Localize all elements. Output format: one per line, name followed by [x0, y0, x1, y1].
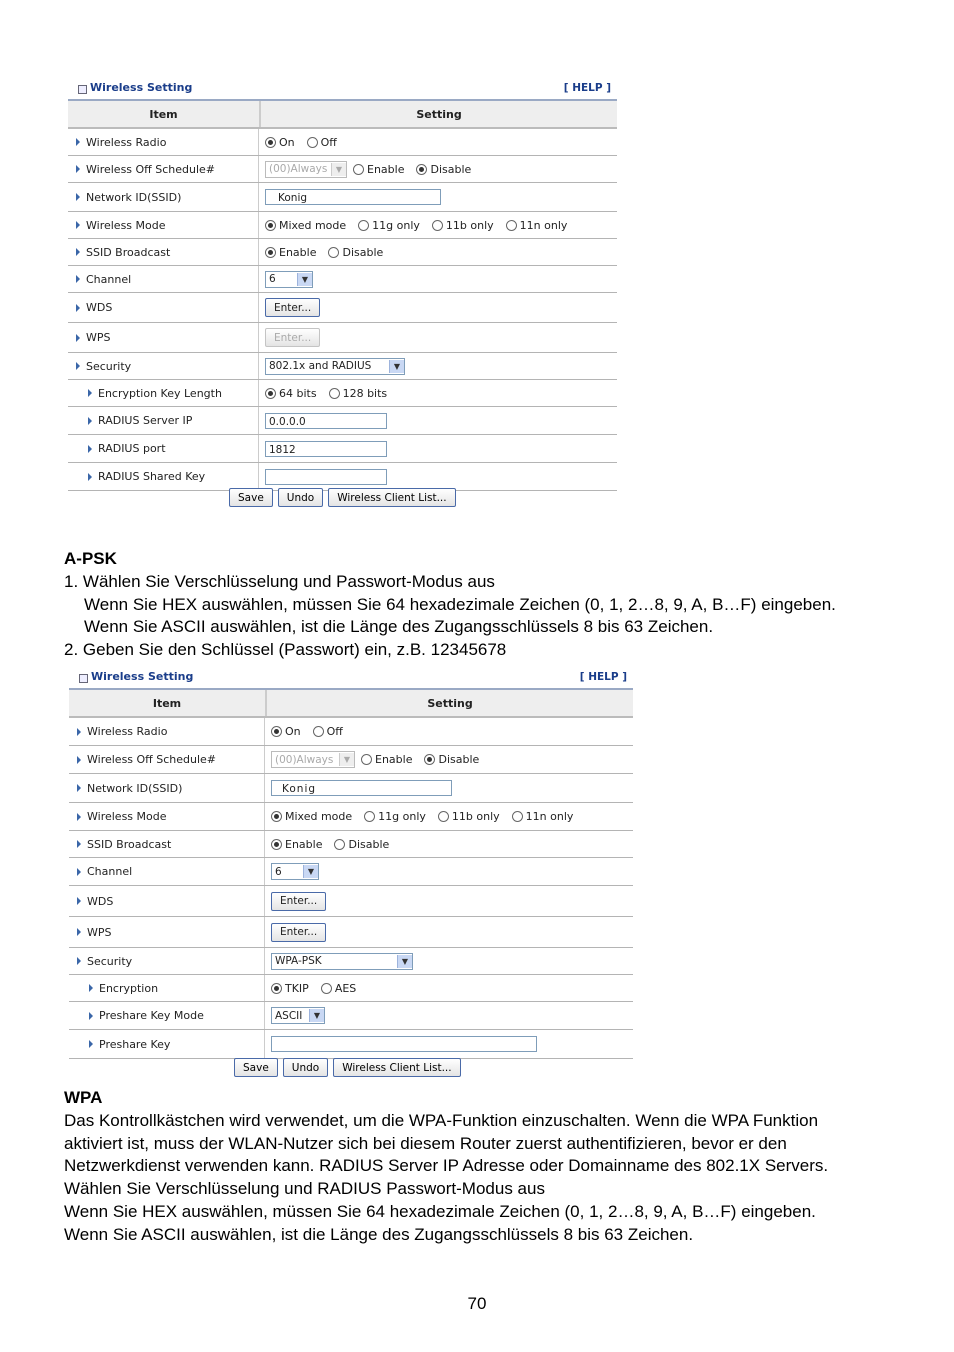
radio-unchecked-icon	[353, 164, 364, 175]
row-label: WPS	[87, 925, 112, 939]
wps-enter-button[interactable]: Enter...	[271, 923, 326, 942]
radius-ip-input[interactable]: 0.0.0.0	[265, 413, 387, 429]
radio-label: Mixed mode	[285, 810, 353, 823]
radio-label: Mixed mode	[279, 218, 347, 232]
arrow-icon	[76, 221, 80, 229]
help-link[interactable]: [ HELP ]	[579, 671, 627, 683]
col-item-header: Item	[68, 101, 261, 127]
radio-label: Disable	[342, 245, 384, 259]
arrow-icon	[76, 334, 80, 342]
row-label: RADIUS port	[98, 442, 166, 455]
row-label: Encryption	[99, 981, 159, 995]
radio-label: 11g only	[378, 810, 426, 823]
row-label: Network ID(SSID)	[86, 190, 182, 204]
radio-128-bits[interactable]	[329, 387, 388, 400]
arrow-icon	[77, 813, 81, 821]
radio-unchecked-icon	[334, 839, 345, 850]
schedule-select[interactable]	[271, 751, 355, 768]
radio-checked-icon	[271, 726, 282, 737]
row-label: Encryption Key Length	[98, 386, 222, 400]
radio-label: Off	[326, 725, 343, 738]
row-schedule	[68, 156, 617, 183]
arrow-icon	[88, 445, 92, 453]
radio-broadcast-enable[interactable]	[265, 246, 316, 259]
radio-label: 11g only	[372, 218, 420, 232]
radio-unchecked-icon	[512, 811, 523, 822]
arrow-icon	[76, 165, 80, 173]
radio-schedule-enable[interactable]	[353, 163, 404, 176]
arrow-icon	[77, 868, 81, 876]
row-radius-port	[68, 435, 617, 463]
section-heading: WPA	[64, 1088, 103, 1107]
radio-checked-icon	[416, 164, 427, 175]
row-label: Preshare Key Mode	[99, 1009, 204, 1022]
radio-label: AES	[334, 981, 357, 995]
wireless-setting-panel-2	[69, 666, 633, 1059]
radio-aes[interactable]	[321, 982, 356, 995]
row-channel	[69, 858, 633, 886]
ssid-input[interactable]: Konig	[271, 780, 452, 796]
radio-11g[interactable]	[364, 810, 426, 823]
radio-unchecked-icon	[438, 811, 449, 822]
chevron-down-icon: ▼	[303, 865, 318, 878]
radio-11g[interactable]	[358, 219, 420, 232]
radio-unchecked-icon	[307, 137, 318, 148]
radio-unchecked-icon	[364, 811, 375, 822]
select-value: WPA-PSK	[275, 955, 322, 967]
select-value: (00)Always	[275, 753, 334, 766]
row-encryption	[69, 975, 633, 1002]
text-line: Wenn Sie HEX auswählen, müssen Sie 64 hexadezimale Zeichen (0, 1, 2…8, 9, A, B…F) eingeben.	[64, 1201, 816, 1221]
radio-label: TKIP	[285, 981, 309, 995]
row-label: WPS	[86, 331, 111, 344]
radio-unchecked-icon	[313, 726, 324, 737]
arrow-icon	[77, 756, 81, 764]
preshare-key-input[interactable]	[271, 1036, 537, 1052]
select-value: 6	[269, 273, 276, 285]
arrow-icon	[77, 928, 81, 936]
row-wps	[68, 323, 617, 353]
chevron-down-icon: ▼	[331, 163, 346, 176]
text-line: Das Kontrollkästchen wird verwendet, um die WPA-Funktion einzuschalten. Wenn die WPA Funktion	[64, 1110, 819, 1130]
select-value: 802.1x and RADIUS	[269, 360, 372, 372]
row-ssid	[69, 774, 633, 803]
radio-label: Disable	[438, 753, 480, 766]
col-setting-header: Setting	[416, 107, 462, 121]
row-label: WDS	[86, 301, 113, 314]
radio-broadcast-disable[interactable]	[328, 246, 383, 259]
section-wpa	[64, 1087, 924, 1247]
radio-checked-icon	[265, 247, 276, 258]
row-label: Channel	[87, 865, 133, 878]
row-label: SSID Broadcast	[87, 837, 172, 851]
row-ssid-broadcast	[69, 831, 633, 858]
chevron-down-icon: ▼	[309, 1009, 324, 1022]
section-apsk	[64, 548, 924, 662]
radio-11b[interactable]	[432, 219, 494, 232]
row-wireless-radio	[68, 129, 617, 156]
text-line: Wenn Sie ASCII auswählen, ist die Länge des Zugangsschlüssels 8 bis 63 Zeichen.	[64, 1224, 694, 1244]
chevron-down-icon: ▼	[397, 955, 412, 968]
panel-title-bar	[68, 77, 617, 101]
radio-label: 11n only	[525, 810, 574, 823]
preshare-key-mode-select[interactable]	[271, 1007, 325, 1024]
radio-label: Off	[320, 135, 337, 149]
radio-label: 11n only	[519, 218, 568, 232]
panel-title-bar	[69, 666, 633, 690]
row-preshare-key	[69, 1030, 633, 1059]
row-wireless-mode	[69, 803, 633, 831]
chevron-down-icon: ▼	[297, 273, 312, 286]
row-wireless-mode	[68, 212, 617, 239]
radio-label: 11b only	[445, 218, 494, 232]
arrow-icon	[89, 984, 93, 992]
row-label: Security	[87, 954, 133, 968]
radio-mixed-mode[interactable]	[271, 810, 352, 823]
row-label: SSID Broadcast	[86, 245, 171, 259]
panel-title: Wireless Setting	[90, 81, 193, 94]
radio-tkip[interactable]	[271, 982, 309, 995]
radio-checked-icon	[271, 983, 282, 994]
row-label: Preshare Key	[99, 1037, 171, 1051]
arrow-icon	[76, 193, 80, 201]
radio-label: On	[279, 135, 295, 149]
radio-checked-icon	[271, 811, 282, 822]
radio-checked-icon	[265, 137, 276, 148]
radio-checked-icon	[424, 754, 435, 765]
undo-button[interactable]: Undo	[283, 1058, 328, 1077]
radio-broadcast-disable[interactable]	[334, 838, 389, 851]
row-wds	[68, 293, 617, 323]
radio-11n[interactable]	[512, 810, 574, 823]
wireless-setting-panel-1	[68, 77, 617, 491]
row-label: Wireless Mode	[86, 218, 166, 232]
radio-off[interactable]	[307, 136, 337, 149]
radio-off[interactable]	[313, 725, 343, 738]
text-line: Netzwerkdienst verwenden kann. RADIUS Server IP Adresse oder Domainname des 802.1X Servers.	[64, 1156, 829, 1176]
arrow-icon	[76, 248, 80, 256]
save-button[interactable]: Save	[234, 1058, 278, 1077]
radio-unchecked-icon	[432, 220, 443, 231]
row-label: Wireless Radio	[87, 725, 168, 738]
radio-checked-icon	[265, 388, 276, 399]
row-schedule	[69, 746, 633, 774]
arrow-icon	[88, 389, 92, 397]
row-key-length	[68, 380, 617, 407]
text-line: 1. Wählen Sie Verschlüsselung und Passwort-Modus aus	[64, 571, 495, 591]
row-wireless-radio	[69, 718, 633, 746]
radio-unchecked-icon	[328, 247, 339, 258]
help-link[interactable]: [ HELP ]	[563, 82, 611, 94]
text-line: aktiviert ist, muss der WLAN-Nutzer sich bei diesem Router zuerst authentifizieren, bevor er den	[64, 1133, 787, 1153]
row-label: RADIUS Shared Key	[98, 470, 206, 483]
panel-box-icon	[78, 85, 87, 94]
arrow-icon	[77, 784, 81, 792]
panel-box-icon	[79, 674, 88, 683]
arrow-icon	[77, 728, 81, 736]
radio-label: Enable	[285, 837, 323, 851]
radio-label: 11b only	[451, 810, 500, 823]
security-select[interactable]	[265, 358, 405, 375]
row-security	[68, 353, 617, 380]
arrow-icon	[88, 417, 92, 425]
select-value: 6	[275, 865, 282, 878]
row-channel	[68, 266, 617, 293]
undo-button[interactable]: Undo	[278, 488, 323, 507]
radio-schedule-disable[interactable]	[416, 163, 471, 176]
page-number: 70	[467, 1294, 487, 1313]
save-button[interactable]: Save	[229, 488, 273, 507]
radio-on[interactable]	[265, 136, 295, 149]
row-wds	[69, 886, 633, 917]
channel-select[interactable]	[265, 271, 313, 288]
table-header	[68, 101, 617, 129]
radio-on[interactable]	[271, 725, 301, 738]
ssid-input[interactable]: Konig	[265, 189, 441, 205]
row-ssid-broadcast	[68, 239, 617, 266]
panel1-button-bar	[229, 488, 456, 507]
row-label: Network ID(SSID)	[87, 781, 183, 795]
row-label: Security	[86, 359, 132, 373]
col-setting-header: Setting	[427, 696, 473, 710]
radio-unchecked-icon	[321, 983, 332, 994]
security-select[interactable]	[271, 953, 413, 970]
radio-unchecked-icon	[506, 220, 517, 231]
row-ssid	[68, 183, 617, 212]
radio-label: 64 bits	[279, 386, 317, 400]
arrow-icon	[76, 275, 80, 283]
radius-key-input[interactable]	[265, 469, 387, 485]
row-security	[69, 948, 633, 975]
radio-label: Disable	[430, 162, 472, 176]
panel-title: Wireless Setting	[91, 670, 194, 683]
row-label: Wireless Off Schedule#	[86, 162, 216, 176]
arrow-icon	[77, 957, 81, 965]
radio-checked-icon	[271, 839, 282, 850]
row-label: Wireless Radio	[86, 135, 167, 149]
radio-schedule-disable[interactable]	[424, 753, 479, 766]
text-line: Wenn Sie HEX auswählen, müssen Sie 64 hexadezimale Zeichen (0, 1, 2…8, 9, A, B…F) eingeben.	[84, 594, 836, 614]
radio-checked-icon	[265, 220, 276, 231]
select-value: (00)Always	[269, 163, 328, 175]
arrow-icon	[89, 1040, 93, 1048]
wds-enter-button[interactable]: Enter...	[271, 892, 326, 911]
select-value: ASCII	[275, 1009, 303, 1022]
radio-label: On	[285, 725, 301, 738]
row-label: Channel	[86, 272, 132, 286]
chevron-down-icon: ▼	[339, 753, 354, 766]
wds-enter-button[interactable]: Enter...	[265, 298, 320, 317]
panel2-button-bar	[234, 1058, 461, 1077]
channel-select[interactable]	[271, 863, 319, 880]
table-header	[69, 690, 633, 718]
arrow-icon	[77, 840, 81, 848]
radio-unchecked-icon	[358, 220, 369, 231]
row-label: RADIUS Server IP	[98, 414, 193, 427]
wireless-client-list-button[interactable]: Wireless Client List...	[328, 488, 455, 507]
chevron-down-icon: ▼	[389, 360, 404, 373]
radio-label: 128 bits	[342, 386, 388, 400]
schedule-select[interactable]	[265, 161, 347, 178]
radio-schedule-enable[interactable]	[361, 753, 412, 766]
radio-64-bits[interactable]	[265, 387, 317, 400]
row-radius-key	[68, 463, 617, 491]
row-wps	[69, 917, 633, 948]
arrow-icon	[76, 304, 80, 312]
radio-11n[interactable]	[506, 219, 568, 232]
wps-enter-button[interactable]: Enter...	[265, 328, 320, 347]
arrow-icon	[77, 897, 81, 905]
radio-label: Enable	[375, 753, 413, 766]
arrow-icon	[76, 138, 80, 146]
row-label: Wireless Mode	[87, 810, 167, 823]
radius-port-input[interactable]: 1812	[265, 441, 387, 457]
radio-broadcast-enable[interactable]	[271, 838, 322, 851]
arrow-icon	[76, 362, 80, 370]
text-line: Wenn Sie ASCII auswählen, ist die Länge des Zugangsschlüssels 8 bis 63 Zeichen.	[84, 617, 714, 637]
wireless-client-list-button[interactable]: Wireless Client List...	[333, 1058, 460, 1077]
row-radius-ip	[68, 407, 617, 435]
section-heading: A-PSK	[64, 549, 117, 568]
radio-mixed-mode[interactable]	[265, 219, 346, 232]
row-label: WDS	[87, 894, 114, 908]
arrow-icon	[88, 473, 92, 481]
radio-label: Enable	[367, 162, 405, 176]
col-item-header: Item	[69, 690, 267, 716]
radio-label: Enable	[279, 245, 317, 259]
row-preshare-key-mode	[69, 1002, 633, 1030]
row-label: Wireless Off Schedule#	[87, 753, 217, 766]
text-line: Wählen Sie Verschlüsselung und RADIUS Passwort-Modus aus	[64, 1179, 545, 1199]
radio-label: Disable	[348, 837, 390, 851]
radio-11b[interactable]	[438, 810, 500, 823]
text-line: 2. Geben Sie den Schlüssel (Passwort) ein, z.B. 12345678	[64, 640, 507, 660]
radio-unchecked-icon	[361, 754, 372, 765]
radio-unchecked-icon	[329, 388, 340, 399]
arrow-icon	[89, 1012, 93, 1020]
